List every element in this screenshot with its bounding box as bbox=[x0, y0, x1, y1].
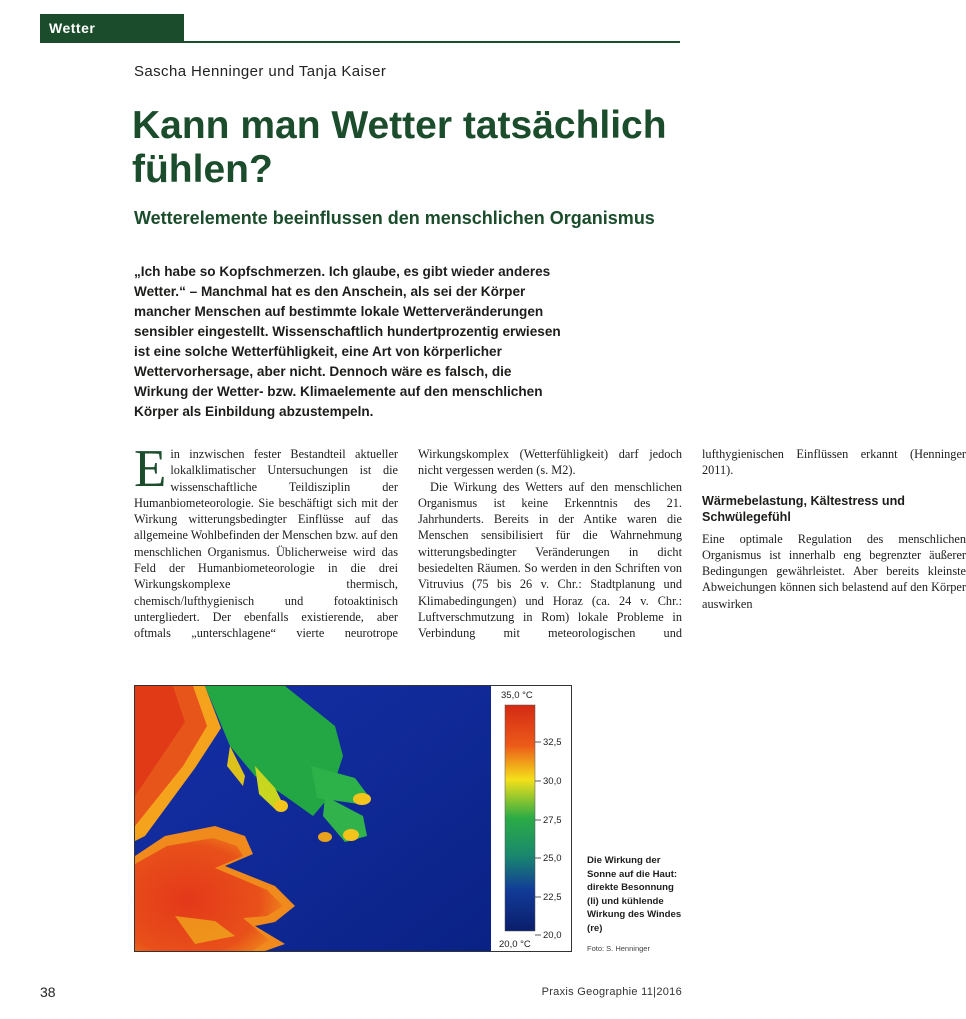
scale-tick-label: 20,0 bbox=[543, 930, 562, 941]
scale-tick-label: 32,5 bbox=[543, 737, 562, 748]
color-scale bbox=[491, 686, 571, 951]
page-number: 38 bbox=[40, 984, 56, 1000]
section-heading: Wärmebelastung, Kältestress und Schwülegefühl bbox=[702, 493, 905, 524]
article-lead: „Ich habe so Kopfschmerzen. Ich glaube, es gibt wieder anderes Wetter.“ – Manchmal hat es den Anschein, als sei der Körper mancher Menschen auf bestimmte lokale Wetterveränderungen sensibler eingestellt. Wissenschaftlich hundertprozentig erwiesen ist eine solche Wetterfühligkeit, eine Art von körperlicher Wettervorhersage, aber nicht. Dennoch wäre es falsch, die Wirkung der Wetter- bzw. Klimaelemente auf den menschlichen Körper als Einbildung abzustempeln. bbox=[134, 264, 561, 419]
scale-tick-label: 25,0 bbox=[543, 853, 562, 864]
scale-tick-label: 30,0 bbox=[543, 776, 562, 787]
thermal-image bbox=[135, 686, 491, 951]
article-authors: Sascha Henninger und Tanja Kaiser bbox=[134, 63, 387, 80]
body-paragraph-2: Die Wirkung des Wetters auf den menschlichen Organismus ist keine Erkenntnis des 21. Jahrhunderts. Bereits in der Antike waren die Menschen sensibilisiert für die Wahrnehmung witterungsbedingter Veränderungen in dicht besiedelten Räumen. So werden in den Schriften von Vitruvius (75 bis 26 v. Chr.: Stadtplanung und Klimabedingungen) und Horaz (ca. 24 v. Chr.: Luftverschmutzung in Rom) lokale Probleme in Verbindung mit meteorologischen und lufthygienischen Einflüssen erkannt (Henninger 2011). bbox=[418, 447, 966, 641]
article-subtitle: Wetterelemente beeinflussen den menschlichen Organismus bbox=[134, 208, 655, 228]
photo-credit: Foto: S. Henninger bbox=[587, 944, 650, 953]
scale-min-label: 20,0 °C bbox=[499, 939, 531, 950]
scale-tick-label: 22,5 bbox=[543, 892, 562, 903]
body-flow bbox=[134, 440, 966, 671]
body-paragraph-3: Eine optimale Regulation des menschlichen Organismus ist innerhalb eng begrenzter äußerer Bedingungen gewährleistet. Aber bereits kleinste Abweichungen können sich belastend auf den Körper auswirken bbox=[702, 531, 966, 611]
figure-caption: Die Wirkung der Sonne auf die Haut: direkte Besonnung (li) und kühlende Wirkung des Windes (re) bbox=[587, 855, 682, 934]
thermal-figure bbox=[134, 685, 572, 952]
body-paragraph-1-flow: in inzwischen fester Bestandteil aktueller lokalklimatischer Untersuchungen ist die wissenschaftliche Teildisziplin der Humanbiometeorologie. Sie beschäftigt sich mit der Wirkung witterungsbedingter Einflüsse auf das allgemeine Wohlbefinden der Menschen bzw. auf den menschlichen Organismus. Üblicherweise wird das Feld der Humanbiometeorologie in die drei Wirkungskomplexe thermisch, chemisch/lufthygienisch und fotoaktinisch untergliedert. Der ebenfalls existierende, aber oftmals „unterschlagene“ vierte neurotrope Wirkungskomplex (Wetterfühligkeit) darf jedoch nicht vergessen werden (s. M2). bbox=[134, 447, 682, 641]
scale-tick-label: 27,5 bbox=[543, 815, 562, 826]
header-rule bbox=[40, 41, 680, 43]
journal-footer: Praxis Geographie 11|2016 bbox=[541, 986, 682, 998]
article-title: Kann man Wetter tatsächlich fühlen? bbox=[132, 104, 667, 191]
scale-max-label: 35,0 °C bbox=[501, 690, 533, 701]
drop-cap-flow: E bbox=[134, 440, 167, 498]
section-tab: Wetter bbox=[40, 14, 184, 42]
